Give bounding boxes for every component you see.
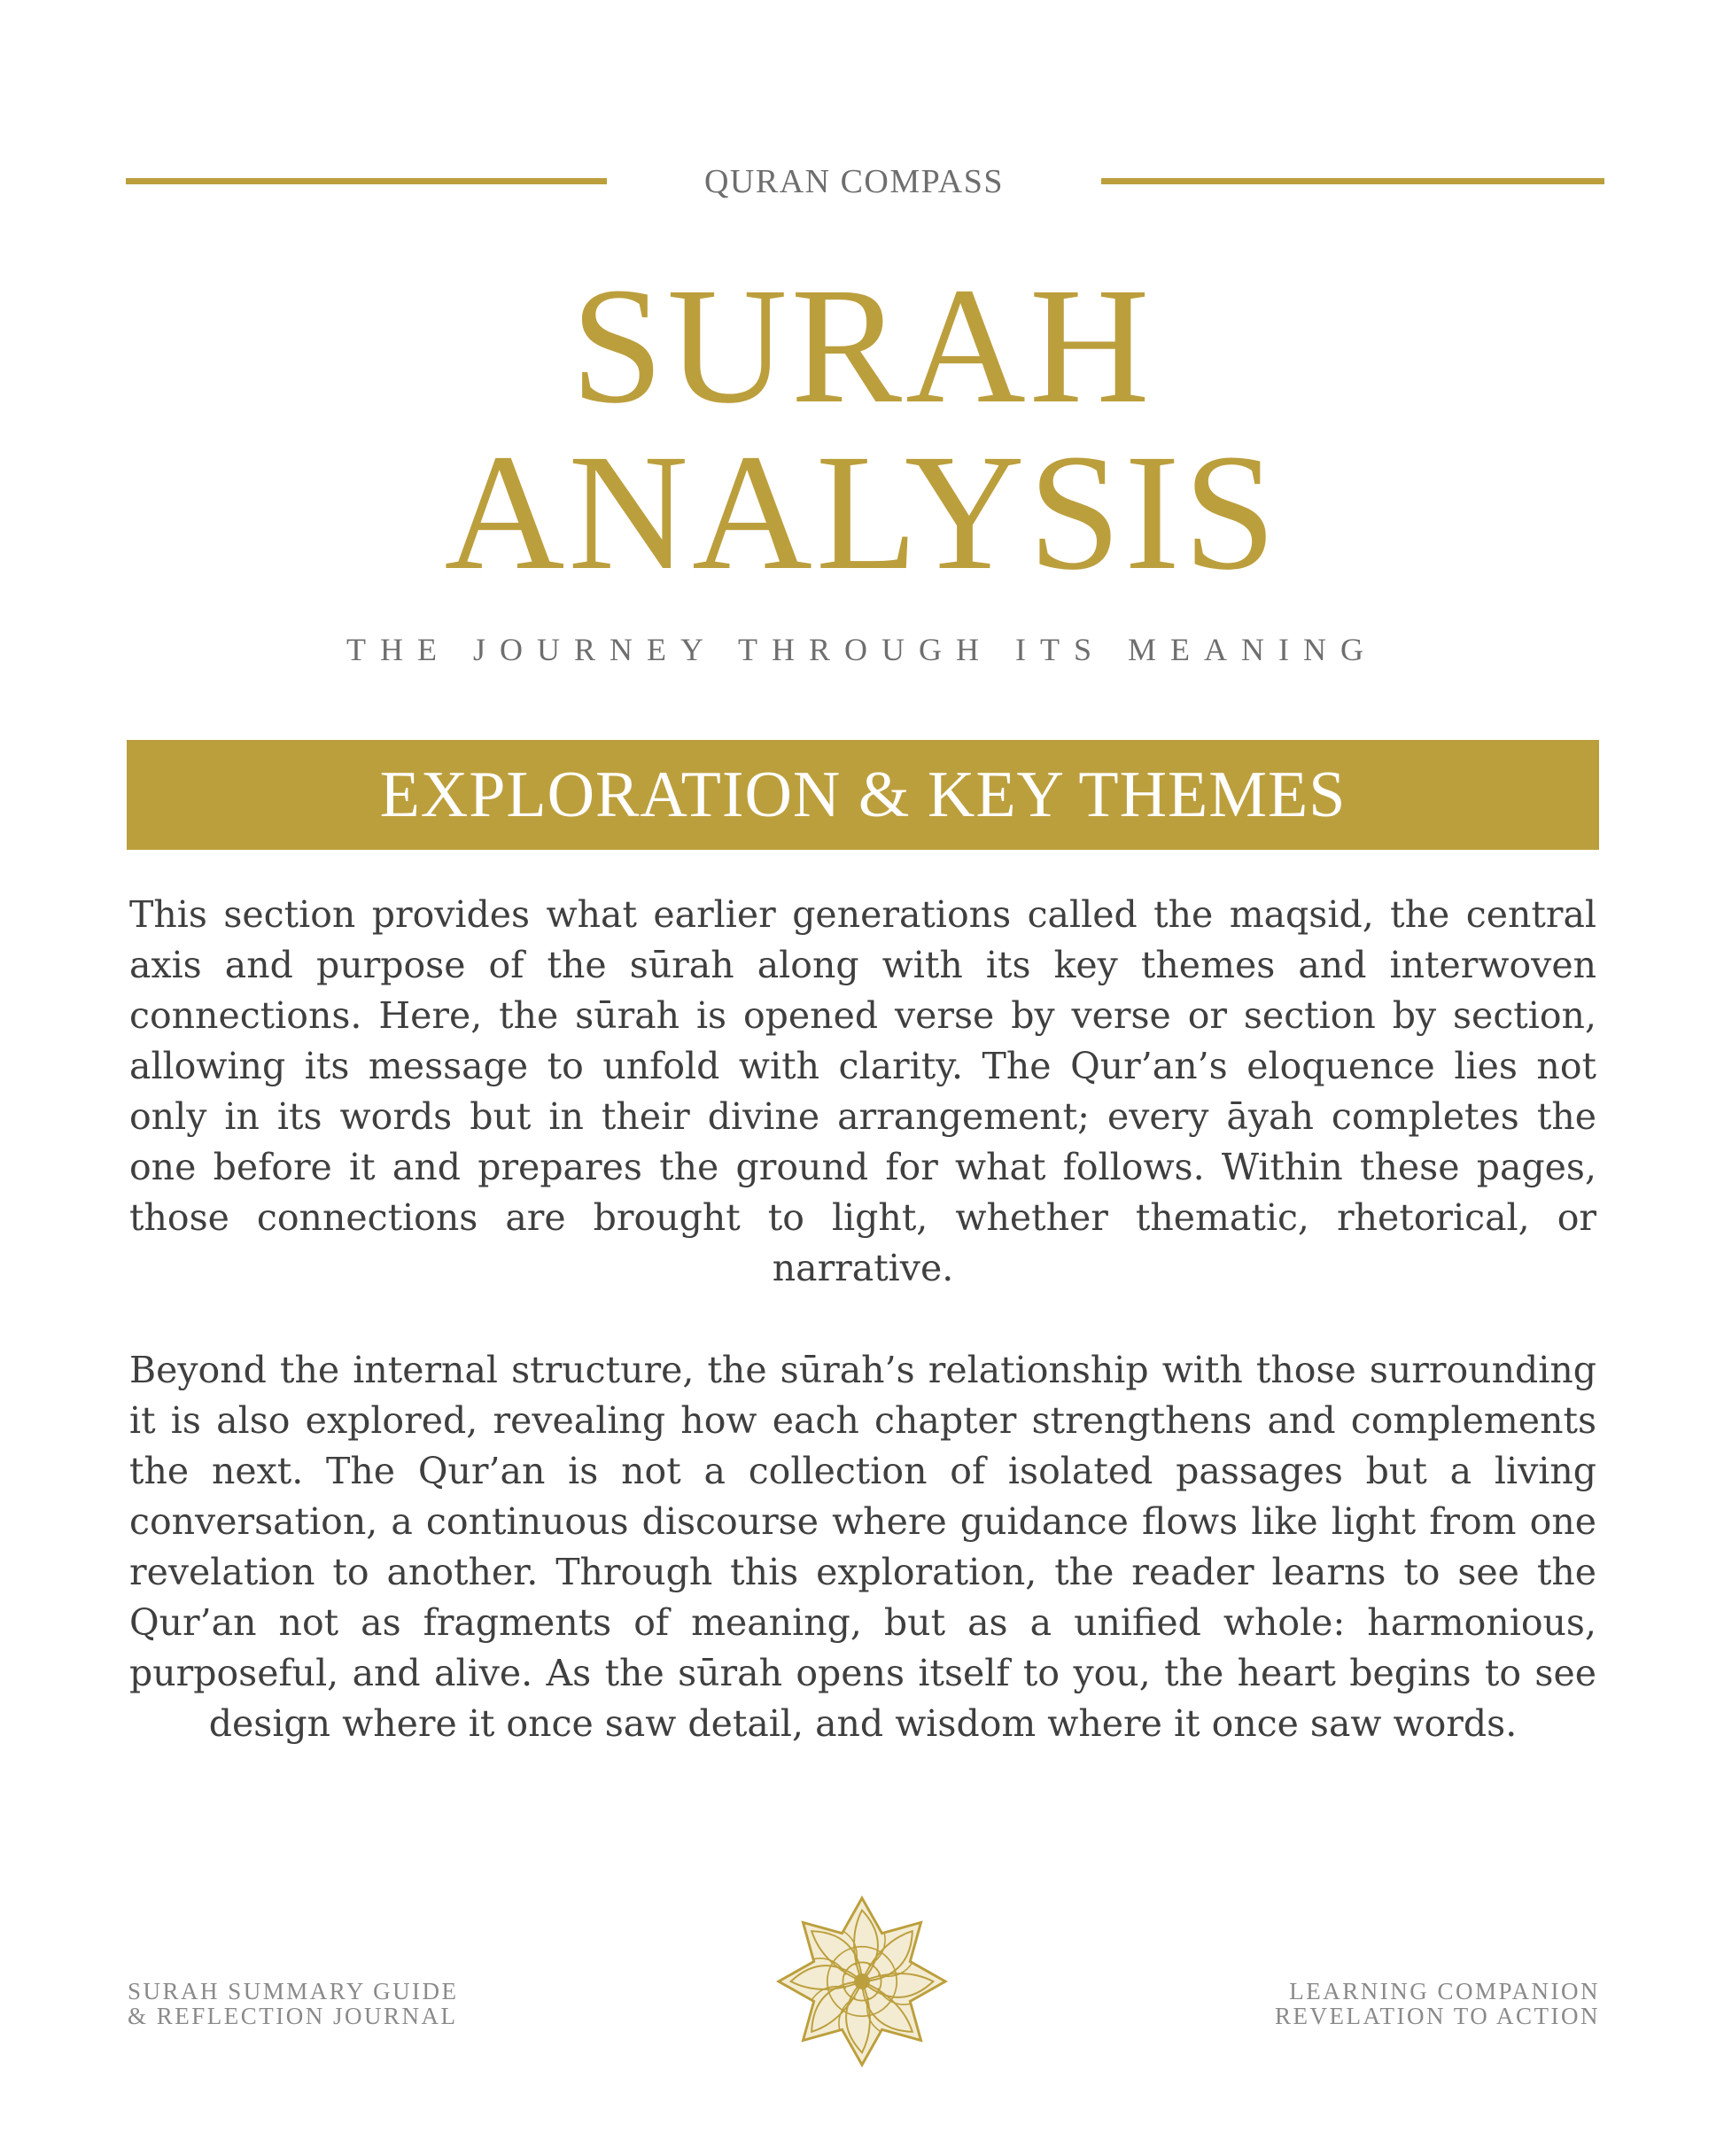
body-paragraph-1: This section provides what earlier generations called the maqsid, the central axis and purpose of the sūrah along with its key themes and interwoven connections. Here, the sūrah is opened verse by verse or section by section, allowing its message to unfold with clarity. The Qur’an’s eloquence lies not only in its words but in their divine arrangement; every āyah completes the one before it and prepares the ground for what follows. Within these pages, those connections are brought to light, whether thematic, rhetorical, or narrative.: [129, 893, 1596, 1289]
page-title-line-1: SURAH: [571, 253, 1153, 438]
section-heading: EXPLORATION & KEY THEMES: [379, 758, 1347, 831]
page-title-line-2: ANALYSIS: [444, 419, 1280, 604]
geometric-star-ornament-icon: [775, 1895, 949, 2068]
brand-name: QURAN COMPASS: [703, 163, 1005, 200]
section-banner: [127, 740, 1599, 850]
footer-left-line-2: & REFLECTION JOURNAL: [128, 2003, 458, 2029]
footer-right-line-1: LEARNING COMPANION: [1289, 1978, 1600, 2004]
footer-right-line-2: REVELATION TO ACTION: [1275, 2003, 1600, 2029]
header-rule-right: [1101, 178, 1604, 184]
footer-right: [1275, 1979, 1600, 2028]
footer-left-line-1: SURAH SUMMARY GUIDE: [128, 1978, 459, 2004]
footer-left: [128, 1979, 459, 2028]
body-paragraph-2: Beyond the internal structure, the sūrah’s relationship with those surrounding it is also explored, revealing how each chapter strengthens and complements the next. The Qur’an is not a collection of isolated passages but a living conversation, a continuous discourse where guidance flows like light from one revelation to another. Through this exploration, the reader learns to see the Qur’an not as fragments of meaning, but as a unified whole: harmonious, purposeful, and alive. As the sūrah opens itself to you, the heart begins to see design where it once saw detail, and wisdom where it once saw words.: [129, 1349, 1596, 1745]
header-rule-left: [126, 178, 607, 184]
page-subtitle: THE JOURNEY THROUGH ITS MEANING: [346, 632, 1378, 667]
